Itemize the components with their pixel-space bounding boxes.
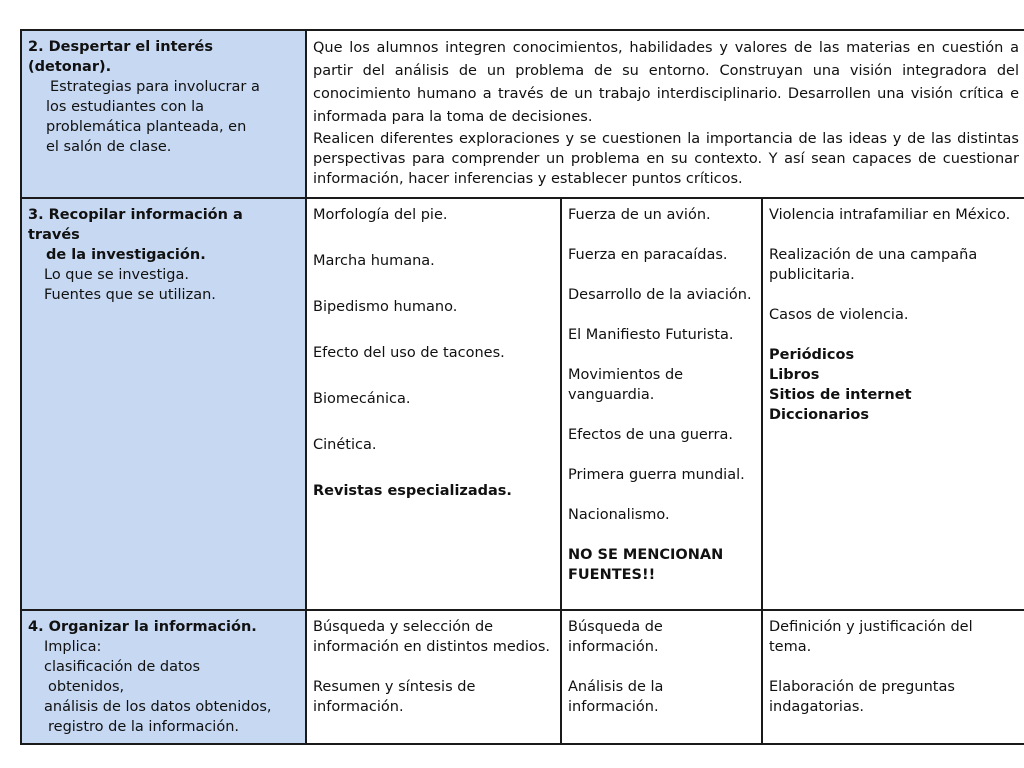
stage-line: análisis de los datos obtenidos,	[44, 699, 272, 715]
stage-cell-4	[21, 610, 306, 744]
topic-cell-1	[306, 198, 561, 610]
stage-cell-2	[21, 30, 306, 198]
list-item: Marcha humana.	[313, 253, 435, 269]
list-item: Análisis de la información.	[568, 679, 664, 715]
list-item: Realización de una campaña publicitaria.	[769, 247, 978, 283]
list-item: Nacionalismo.	[568, 507, 670, 523]
table-row-stage-4	[21, 610, 1024, 744]
stage-title: de la investigación.	[46, 247, 206, 263]
stage-title: 3. Recopilar información a través	[28, 207, 243, 243]
objective-cell	[306, 30, 1024, 198]
stage-line: Estrategias para involucrar a	[50, 79, 260, 95]
stage-line: obtenidos,	[48, 679, 125, 695]
stage-line: Fuentes que se utilizan.	[44, 287, 216, 303]
objective-paragraph: Realicen diferentes exploraciones y se cuestionen la importancia de las ideas y de las distintas perspectivas para comprender un problema en su contexto. Y así sean capaces de cuestionar información, hacer inferencias y establecer puntos críticos.	[313, 131, 1019, 187]
list-item: Bipedismo humano.	[313, 299, 458, 315]
topic-cell-3	[762, 198, 1024, 610]
list-item: Violencia intrafamiliar en México.	[769, 207, 1011, 223]
stage-line: el salón de clase.	[46, 139, 172, 155]
stage-line: Lo que se investiga.	[44, 267, 189, 283]
list-item: Búsqueda de información.	[568, 619, 663, 655]
stage-line: registro de la información.	[48, 719, 239, 735]
stage-line: clasificación de datos	[44, 659, 201, 675]
list-item: Búsqueda y selección de información en distintos medios.	[313, 619, 551, 655]
stage-line: los estudiantes con la	[46, 99, 205, 115]
source-item: Periódicos	[769, 347, 855, 363]
list-item: Primera guerra mundial.	[568, 467, 745, 483]
source-item: Libros	[769, 367, 820, 383]
list-item: Fuerza de un avión.	[568, 207, 711, 223]
list-item: Casos de violencia.	[769, 307, 909, 323]
objective-paragraph: Que los alumnos integren conocimientos, habilidades y valores de las materias en cuestión a partir del análisis de un problema de su entorno. Construyan una visión integradora del conocimiento humano a través de un trabajo interdisciplinario. Desarrollen una visión crítica e informada para la toma de decisiones.	[313, 40, 1019, 125]
list-item: Elaboración de preguntas indagatorias.	[769, 679, 955, 715]
source-item: Diccionarios	[769, 407, 869, 423]
table-row-stage-3	[21, 198, 1024, 610]
list-item: El Manifiesto Futurista.	[568, 327, 734, 343]
sources-label: NO SE MENCIONAN FUENTES!!	[568, 547, 724, 583]
list-item: Definición y justificación del tema.	[769, 619, 973, 655]
stage-line: Implica:	[44, 639, 102, 655]
list-item: Fuerza en paracaídas.	[568, 247, 728, 263]
list-item: Morfología del pie.	[313, 207, 448, 223]
list-item: Cinética.	[313, 437, 377, 453]
topic-cell-2	[561, 198, 762, 610]
planning-table	[20, 29, 1024, 745]
stage-line: problemática planteada, en	[46, 119, 247, 135]
stage-title: 2. Desperta​r el interés (detonar).	[28, 39, 213, 75]
topic-cell-1	[306, 610, 561, 744]
source-item: Sitios de internet	[769, 387, 912, 403]
list-item: Movimientos de vanguardia.	[568, 367, 684, 403]
list-item: Efecto del uso de tacones.	[313, 345, 505, 361]
topic-cell-3	[762, 610, 1024, 744]
list-item: Biomecánica.	[313, 391, 411, 407]
topic-cell-2	[561, 610, 762, 744]
sources-label: Revistas especializadas.	[313, 483, 512, 499]
list-item: Desarrollo de la aviación.	[568, 287, 752, 303]
stage-cell-3	[21, 198, 306, 610]
stage-title: 4. Organizar la información.	[28, 619, 257, 635]
list-item: Resumen y síntesis de información.	[313, 679, 476, 715]
list-item: Efectos de una guerra.	[568, 427, 733, 443]
table-row-stage-2	[21, 30, 1024, 198]
